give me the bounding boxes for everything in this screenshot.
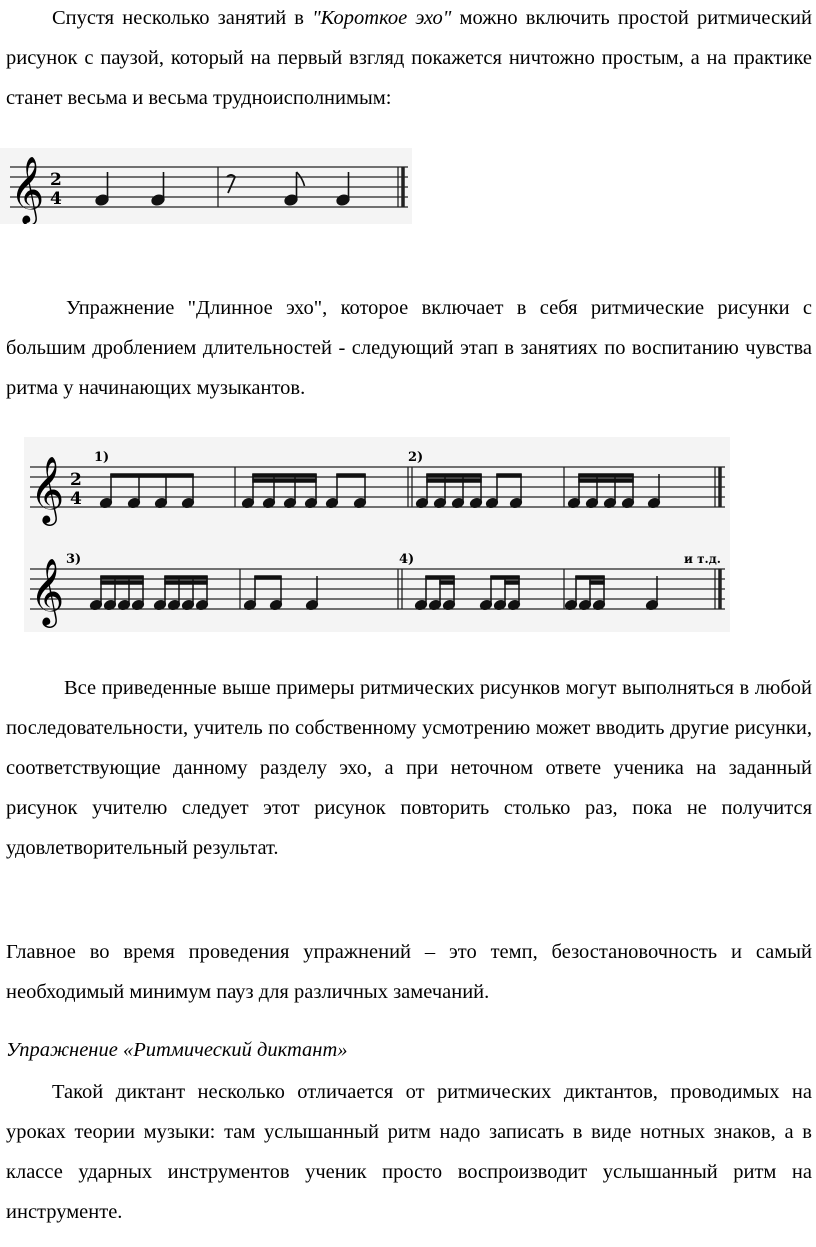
section-heading-dictation: Упражнение «Ритмический диктант» xyxy=(6,1039,348,1061)
beam xyxy=(165,581,207,584)
time-signature-top: 2 xyxy=(50,170,62,190)
examples-text: Все приведенные выше примеры ритмических рисунков могут выполняться в любой последовательности, учитель по собственному усмотрению может вводить другие рисунки, соответствующие данному разделу эхо, а при неточном ответе ученика на заданный рисунок учителю следует этот рисунок повторить столько раз, пока не получится удовлетворительный результат. xyxy=(6,677,812,859)
note-group xyxy=(89,474,660,611)
staff-image-2 xyxy=(24,437,730,632)
beam xyxy=(101,576,143,579)
beam xyxy=(253,479,316,482)
example-label-3: 3) xyxy=(66,552,82,567)
paragraph-dictation xyxy=(6,1072,812,1232)
beam xyxy=(337,474,365,477)
intro-text-italic: "Короткое эхо" xyxy=(312,7,452,29)
dictation-text: Такой диктант несколько отличается от ритмических диктантов, проводимых на уроках теории музыки: там услышанный ритм надо записать в виде нотных знаков, а в классе ударных инструментов ученик просто воспроизводит услышанный ритм на инструменте. xyxy=(6,1081,812,1223)
treble-clef-icon: 𝄞 xyxy=(30,455,65,523)
beam xyxy=(576,576,604,579)
etc-label: и т.д. xyxy=(684,552,721,566)
beam xyxy=(111,474,193,477)
beam xyxy=(101,581,143,584)
intro-text-end: можно включить простой ритмический рисунок с паузой, который на первый взгляд покажется ничтожно простым, а на практике станет весьма и весьма трудноисполнимым: xyxy=(6,7,812,109)
tempo-text: Главное во время проведения упражнений – это темп, безостановочность и самый необходимый минимум пауз для различных замечаний. xyxy=(6,941,812,1003)
beam xyxy=(505,581,519,584)
time-signature-top: 2 xyxy=(70,470,82,490)
paragraph-tempo xyxy=(6,932,812,1012)
beam xyxy=(165,576,207,579)
beam xyxy=(255,576,281,579)
example-label-4: 4) xyxy=(399,552,415,567)
treble-clef-icon: 𝄞 xyxy=(30,557,65,625)
time-signature-bottom: 4 xyxy=(70,489,82,509)
beam xyxy=(579,474,633,477)
treble-clef-icon: 𝄞 xyxy=(10,155,45,223)
beam xyxy=(491,576,519,579)
beam xyxy=(440,581,454,584)
beam xyxy=(427,479,481,482)
beam xyxy=(427,474,481,477)
staff-image-1 xyxy=(0,148,412,224)
long-echo-text: Упражнение "Длинное эхо", которое включает в себя ритмические рисунки с большим дроблением длительностей - следующий этап в занятиях по воспитанию чувства ритма у начинающих музыкантов. xyxy=(6,297,812,399)
example-label-1: 1) xyxy=(94,450,110,465)
paragraph-examples xyxy=(6,668,812,868)
beam xyxy=(579,479,633,482)
paragraph-long-echo xyxy=(6,288,812,408)
music-example-short-echo xyxy=(0,148,412,224)
eighth-rest-icon xyxy=(227,175,235,193)
beam xyxy=(497,474,521,477)
paragraph-intro xyxy=(6,0,812,118)
beam xyxy=(426,576,454,579)
intro-text-start: Спустя несколько занятий в xyxy=(52,7,313,29)
beam xyxy=(590,581,604,584)
example-label-2: 2) xyxy=(408,450,424,465)
time-signature-bottom: 4 xyxy=(50,189,62,209)
beam xyxy=(253,474,316,477)
music-example-long-echo xyxy=(24,437,730,632)
